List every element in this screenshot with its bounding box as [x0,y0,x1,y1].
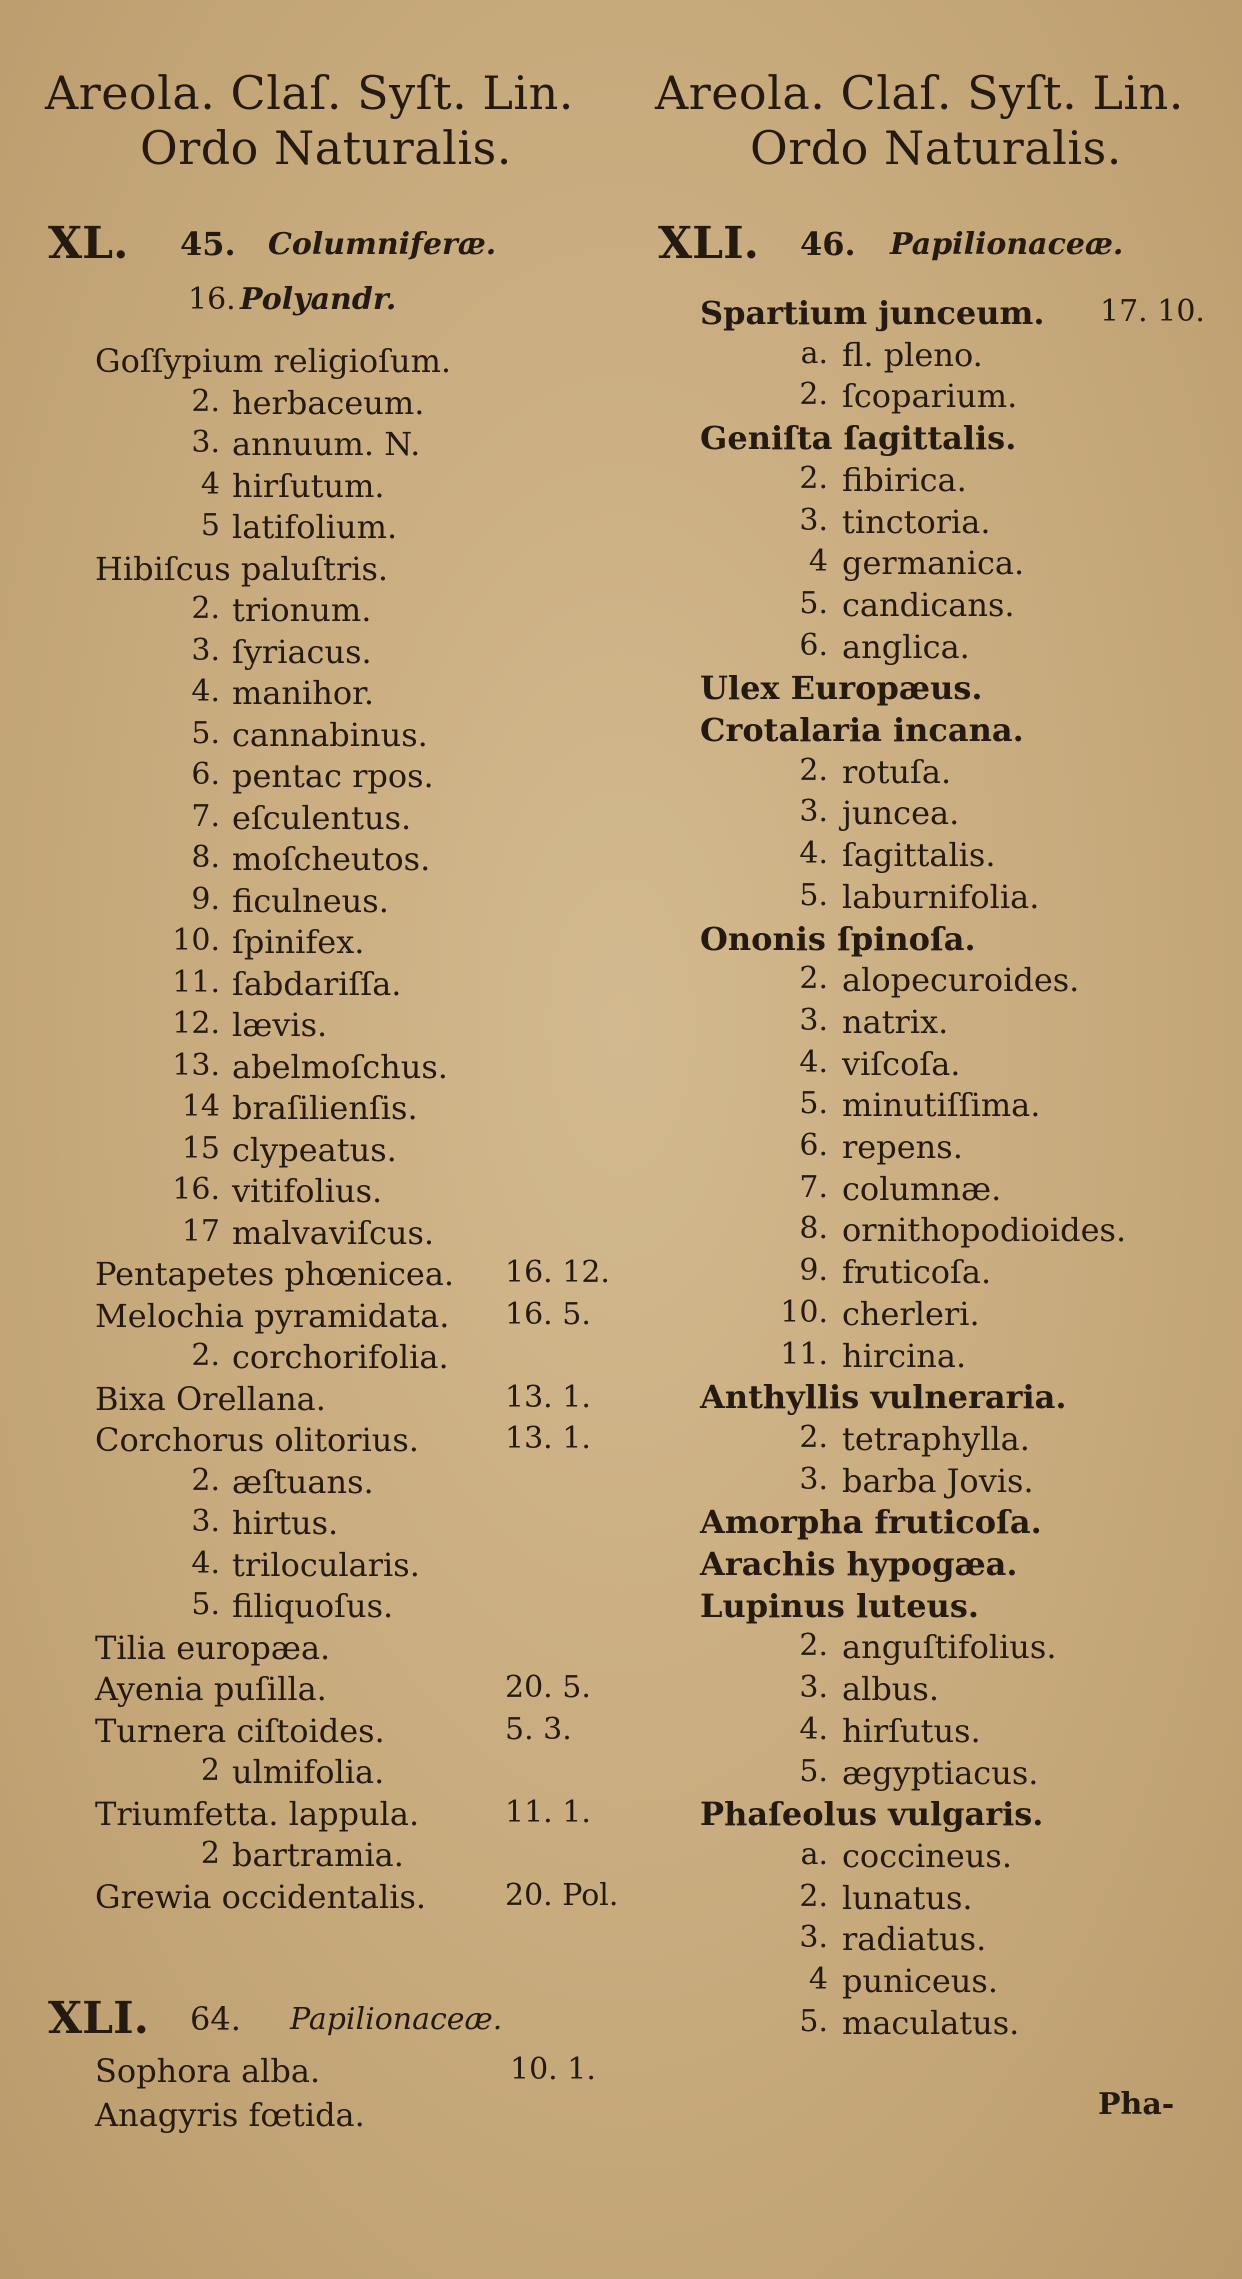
class-order-reference: 17. 10. [1100,294,1205,329]
entry-number: 5. [799,585,828,621]
species-entry: hirſutus. [842,1711,981,1750]
genus-entry: Tilia europæa. [95,1628,331,1667]
entry-number: 3. [799,1461,828,1497]
entry-number: 2. [191,591,220,626]
species-entry: tinctoria. [842,502,991,541]
genus-entry: Phaſeolus vulgaris. [700,1795,1044,1834]
right-sec1-ordo: Papilionaceæ. [890,227,1124,262]
entry-number: 2. [191,1462,220,1498]
species-entry: herbaceum. [232,383,425,422]
species-entry: hirſutum. [232,466,385,505]
right-sec1-areola: XLI. [658,218,759,269]
species-entry: pentac rpos. [232,757,434,795]
genus-entry: Arachis hypogæa. [700,1545,1018,1583]
species-entry: repens. [842,1128,963,1166]
species-entry: columnæ. [842,1169,1002,1208]
species-entry: minutiſſima. [842,1086,1041,1125]
species-entry: lunatus. [842,1878,973,1917]
species-entry: corchorifolia. [232,1338,449,1376]
species-entry: viſcoſa. [842,1044,961,1083]
entry-number: 4. [799,1044,828,1080]
left-header-line1: Areola. Claſ. Syſt. Lin. [45,66,574,120]
entry-number: 11. [780,1336,828,1372]
class-order-reference: 13. 1. [505,1421,591,1456]
species-entry: cherleri. [842,1294,980,1333]
entry-number: 3. [191,425,220,460]
entry-number: 15 [181,1130,220,1166]
species-entry: laburnifolia. [842,877,1040,916]
entry-number: 4. [799,836,828,872]
genus-entry: Ayenia puſilla. [95,1670,327,1708]
genus-entry: Ulex Europæus. [700,669,983,708]
entry-number: 12. [172,1006,220,1041]
entry-number: 5. [799,2003,828,2039]
genus-entry: Anagyris fœtida. [95,2096,365,2134]
species-entry: hirtus. [232,1504,339,1542]
entry-number: 4. [191,1545,220,1581]
genus-entry: Pentapetes phœnicea. [95,1255,455,1293]
entry-number: 11. [172,964,220,1000]
entry-number: 3. [799,1670,828,1706]
entry-number: 9. [191,881,220,917]
species-entry: anglica. [842,627,970,666]
species-entry: fl. pleno. [842,335,983,374]
entry-number: 2. [799,752,828,788]
species-entry: coccineus. [842,1836,1013,1875]
species-entry: abelmoſchus. [232,1047,448,1086]
class-order-reference: 20. Pol. [505,1877,619,1913]
class-order-reference: 16. 12. [505,1255,610,1290]
left-sec1-classis: 45. [180,225,236,263]
species-entry: cannabinus. [232,715,428,754]
entry-number: 2. [191,1338,220,1373]
genus-entry: Grewia occidentalis. [95,1877,427,1916]
genus-entry: Sophora alba. [95,2052,321,2090]
left-sec1-sub: 16. [188,282,236,317]
species-entry: rotuſa. [842,752,952,791]
entry-number: 2. [799,1628,828,1664]
entry-number: 5 [200,508,220,543]
right-header-line1: Areola. Claſ. Syſt. Lin. [655,66,1184,120]
species-entry: hircina. [842,1336,967,1375]
right-header-line2: Ordo Naturalis. [750,121,1122,175]
entry-number: 2. [191,383,220,419]
entry-number: 6. [799,1128,828,1163]
class-order-reference: 11. 1. [505,1794,591,1830]
species-entry: filiquoſus. [232,1587,394,1625]
species-entry: maculatus. [842,2003,1020,2042]
species-entry: juncea. [842,794,960,833]
genus-entry: Bixa Orellana. [95,1379,326,1418]
entry-number: 6. [799,627,828,663]
entry-number: 4 [200,466,220,502]
genus-entry: Anthyllis vulneraria. [700,1378,1067,1417]
entry-number: 3. [799,1002,828,1038]
species-entry: ſabdariſſa. [232,964,402,1003]
entry-number: 5. [799,1086,828,1122]
entry-number: 3. [191,1504,220,1539]
species-entry: germanica. [842,544,1025,583]
entry-number: 4. [191,674,220,709]
catchword: Pha- [1098,2087,1175,2122]
entry-number: 8. [191,840,220,875]
entry-number: 2. [799,377,828,413]
species-entry: latifolium. [232,508,398,546]
genus-entry: Ononis ſpinoſa. [700,919,976,958]
left-sec2-ordo: Papilionaceæ. [290,2002,503,2037]
class-order-reference: 20. 5. [505,1670,591,1705]
entry-number: 5. [191,715,220,751]
species-entry: annuum. N. [232,425,421,463]
genus-entry: Crotalaria incana. [700,711,1024,749]
entry-number: 13. [172,1047,220,1083]
entry-number: 2. [799,961,828,997]
species-entry: barba Jovis. [842,1461,1034,1500]
entry-number: 17 [181,1213,220,1249]
species-entry: manihor. [232,674,375,712]
entry-number: 5. [799,1753,828,1789]
species-entry: eſculentus. [232,798,412,837]
species-entry: ficulneus. [232,881,389,920]
species-entry: albus. [842,1670,939,1709]
entry-number: 4. [799,1711,828,1747]
species-entry: ornithopodioides. [842,1211,1127,1250]
genus-entry: Triumfetta. lappula. [95,1794,420,1833]
species-entry: ægyptiacus. [842,1753,1039,1792]
left-sec1-subname: Polyandr. [240,282,397,317]
genus-entry: Corchorus olitorius. [95,1421,419,1459]
class-order-reference: 5. 3. [505,1711,572,1747]
entry-number: 3. [799,502,828,538]
species-entry: moſcheutos. [232,840,431,878]
species-entry: braſilienſis. [232,1089,418,1127]
entry-number: 4 [808,1962,828,1997]
species-entry: ulmifolia. [232,1753,385,1791]
left-sec1-areola: XL. [48,218,129,269]
species-entry: tetraphylla. [842,1419,1030,1458]
genus-entry: Melochia pyramidata. [95,1296,450,1335]
genus-entry: Hibiſcus paluſtris. [95,549,389,588]
class-order-reference: 13. 1. [505,1379,591,1415]
entry-number: 5. [191,1587,220,1622]
entry-number: 2. [799,460,828,496]
species-entry: candicans. [842,585,1015,624]
genus-entry: Turnera ciſtoides. [95,1711,385,1750]
entry-number: 2. [799,1419,828,1455]
left-header-line2: Ordo Naturalis. [140,121,512,175]
left-sec2-areola: XLI. [48,1993,149,2044]
entry-number: 3. [191,632,220,668]
entry-number: 2 [200,1836,220,1871]
species-entry: ſyriacus. [232,632,372,671]
species-entry: trionum. [232,591,372,629]
species-entry: natrix. [842,1002,949,1041]
genus-entry: Spartium junceum. [700,294,1045,332]
entry-number: 2. [799,1878,828,1914]
entry-number: 8. [799,1211,828,1247]
species-entry: alopecuroides. [842,961,1080,1000]
species-entry: bartramia. [232,1836,404,1874]
species-entry: vitifolius. [232,1172,383,1210]
entry-number: 6. [191,757,220,792]
species-entry: ſagittalis. [842,836,996,875]
entry-number: 4 [808,544,828,580]
entry-number: 7. [191,798,220,834]
entry-number: 7. [799,1169,828,1205]
right-sec1-classis: 46. [800,225,856,263]
entry-number: 5. [799,877,828,913]
entry-number: 10. [172,923,220,958]
species-entry: anguſtifolius. [842,1628,1057,1667]
left-sec2-classis: 64. [190,2000,241,2038]
species-entry: puniceus. [842,1962,998,2000]
species-entry: fruticoſa. [842,1253,992,1292]
species-entry: trilocularis. [232,1545,420,1584]
species-entry: lævis. [232,1006,328,1044]
species-entry: ſcoparium. [842,377,1018,416]
species-entry: radiatus. [842,1920,987,1959]
class-order-reference: 10. 1. [510,2052,596,2087]
species-entry: malvaviſcus. [232,1213,435,1252]
species-entry: fibirica. [842,460,967,499]
entry-number: 16. [172,1172,220,1207]
entry-number: 3. [799,794,828,830]
entry-number: a. [800,1836,828,1872]
species-entry: æſtuans. [232,1462,374,1501]
species-entry: ſpinifex. [232,923,365,961]
genus-entry: Lupinus luteus. [700,1586,979,1625]
left-sec1-ordo: Columniferæ. [268,227,497,262]
genus-entry: Geniſta ſagittalis. [700,419,1017,458]
class-order-reference: 16. 5. [505,1296,591,1332]
entry-number: 2 [200,1753,220,1788]
entry-number: 9. [799,1253,828,1289]
genus-entry: Amorpha fruticoſa. [700,1503,1042,1542]
entry-number: 10. [780,1294,828,1330]
genus-entry: Goſſypium religioſum. [95,342,452,380]
entry-number: 3. [799,1920,828,1956]
entry-number: a. [800,335,828,371]
species-entry: clypeatus. [232,1130,397,1169]
entry-number: 14 [181,1089,220,1124]
